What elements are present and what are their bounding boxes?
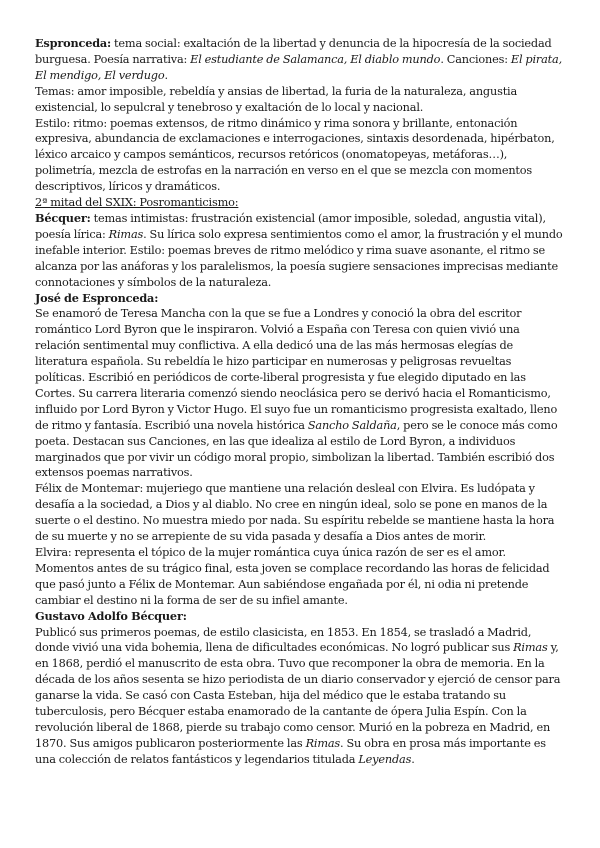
espronceda-summary-end: .	[164, 68, 168, 82]
section-heading	[35, 195, 563, 211]
becquer-bio-text-2: y, en 1868, perdió el manuscrito de esta obra. Tuvo que recomponer la obra de memoria. En la década de los años sesenta se hizo periodista de un diario conservador y ejerció de censor para ganarse la vida. Se casó con Casta Esteban, hija del médico que le estaba tratando su tuberculosis, pero Bécquer estaba enamorado de la cantante de ópera Julia Espín. Con la revolución liberal de 1868, pierde su trabajo como censor. Murió en la pobreza en Madrid, en 1870. Sus amigos publicaron posteriormente las	[35, 641, 561, 750]
espronceda-summary-text: tema social: exaltación de la libertad y denuncia de la hipocresía de la sociedad burguesa. Poesía narrativa:	[35, 37, 552, 66]
becquer-summary-label: Bécquer:	[35, 210, 91, 225]
espronceda-heading-text: José de Espronceda:	[35, 290, 159, 305]
narrative-works: El estudiante de Salamanca, El diablo mundo	[190, 52, 441, 66]
espronceda-bio-heading	[35, 291, 563, 307]
leyendas-title: Leyendas	[358, 752, 412, 766]
espronceda-bio-paragraph	[35, 306, 563, 481]
sancho-saldana-title: Sancho Saldaña	[307, 418, 397, 432]
temas-paragraph: Temas: amor imposible, rebeldía y ansias de libertad, la furia de la naturaleza, angustia existencial, lo sepulcral y tenebroso y exaltación de lo local y nacional.	[35, 84, 518, 114]
becquer-summary-text-2: . Su lírica solo expresa sentimientos como el amor, la frustración y el mundo inefable interior. Estilo: poemas breves de ritmo melódico y rima suave asonante, el ritmo se alcanza por las anáforas y los paralelismos, la poesía sugiere sensaciones imprecisas mediante connotaciones y símbolos de la naturaleza.	[35, 227, 563, 289]
becquer-heading-text: Gustavo Adolfo Bécquer:	[35, 608, 187, 623]
becquer-bio-text: Publicó sus primeros poemas, de estilo clasicista, en 1853. En 1854, se trasladó a Madrid, donde vivió una vida bohemia, llena de dificultades económicas. No logró publicar sus	[35, 625, 532, 655]
espronceda-bio-text-2: , pero se le conoce más como poeta. Destacan sus Canciones, en las que idealiza al estilo de Lord Byron, a individuos marginados que por vivir un código moral propio, simbolizan la libertad. También escribió dos extensos poemas narrativos.	[35, 418, 558, 480]
becquer-summary-text: temas intimistas: frustración existencial (amor imposible, soledad, angustia vital), poesía lírica:	[35, 211, 546, 241]
songs-list: El pirata, El mendigo, El verdugo	[35, 52, 563, 82]
espronceda-bio-text: Se enamoró de Teresa Mancha con la que se fue a Londres y conoció la obra del escritor romántico Lord Byron que le inspiraron. Volvió a España con Teresa con quien vivió una relación sentimental muy conflictiva. A ella dedicó una de las más hermosas elegías de literatura española. Su rebeldía le hizo participar en numerosas y peligrosas revueltas políticas. Escribió en periódicos de corte-liberal progresista y fue elegido diputado en las Cortes. Su carrera literaria comenzó siendo neoclásica pero se derivó hacia el Romanticismo, influido por Lord Byron y Victor Hugo. El suyo fue un romanticismo progresista exaltado, lleno de ritmo y fantasía. Escribió una novela histórica	[35, 307, 558, 432]
rimas-title-1: Rimas	[513, 641, 548, 655]
document-page	[35, 36, 563, 768]
becquer-bio-paragraph	[35, 625, 563, 768]
estilo-paragraph: Estilo: ritmo: poemas extensos, de ritmo dinámico y rima sonora y brillante, entonación expresiva, abundancia de exclamaciones e interrogaciones, sintaxis desordenada, hipérbaton, léxico arcaico y campos semánticos, recursos retóricos (onomatopeyas, metáforas…), polimetría, mezcla de estrofas en la narración en verso en el que se mezcla con momentos descriptivos, líricos y dramáticos.	[35, 116, 555, 194]
becquer-summary-paragraph	[35, 211, 563, 291]
elvira-paragraph: Elvira: representa el tópico de la mujer romántica cuya única razón de ser es el amor. Momentos antes de su trágico final, esta joven se complace recordando las horas de felicidad que pasó junto a Félix de Montemar. Aun sabiéndose engañada por él, ni odia ni pretende cambiar el destino ni la forma de ser de su infiel amante.	[35, 546, 550, 607]
rimas-title-2: Rimas	[305, 736, 341, 750]
becquer-bio-text-3: . Su obra en prosa más importante es una colección de relatos fantásticos y legendarios titulada	[35, 736, 546, 766]
espronceda-summary-text-2: . Canciones:	[440, 52, 511, 66]
posromanticismo-heading: 2ª mitad del SXIX: Posromanticismo:	[35, 196, 239, 210]
becquer-bio-heading	[35, 609, 563, 625]
rimas-title: Rimas	[108, 227, 144, 241]
becquer-bio-end: .	[411, 752, 415, 766]
espronceda-summary-paragraph	[35, 36, 563, 84]
felix-paragraph: Félix de Montemar: mujeriego que mantiene una relación desleal con Elvira. Es ludópata y desafía a la sociedad, a Dios y al diablo. No cree en ningún ideal, solo se pone en manos de la suerte o el destino. No muestra miedo por nada. Su espíritu rebelde se mantiene hasta la hora de su muerte y no se arrepiente de su vida pasada y desafía a Dios antes de morir.	[35, 482, 555, 544]
espronceda-summary-label: Espronceda:	[35, 36, 112, 50]
